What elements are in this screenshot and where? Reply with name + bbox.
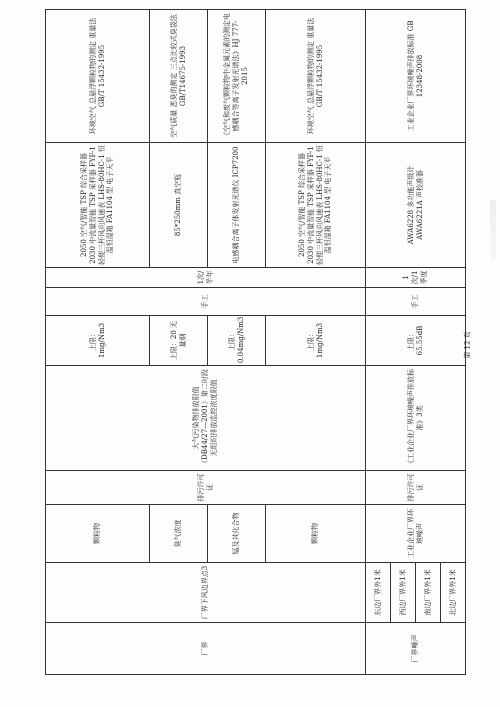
analysis-method-cell: 空气质量 恶臭的测定 三点比较式臭袋法 GB/T14675-1993 bbox=[150, 10, 208, 143]
instrument-cell: 电感耦合离子体发射光谱仪 ICP7200 bbox=[208, 143, 266, 268]
monitoring-table bbox=[45, 9, 466, 675]
rotated-monitoring-table-wrapper bbox=[45, 10, 465, 675]
point-cell: 南边厂界外1米 bbox=[416, 563, 441, 623]
instrument-cell: 85*250mm 真空瓶 bbox=[150, 143, 208, 268]
analysis-method-cell: 环境空气 总悬浮颗粒物的测定 重量法 GB/T 15432-1995 bbox=[266, 10, 366, 143]
frequency-cell: 1次/半年 bbox=[46, 268, 366, 288]
basis-cell: 排污许可证 bbox=[366, 471, 466, 505]
table-row bbox=[46, 10, 150, 675]
limit-cell: 上限：20 无量纲 bbox=[150, 316, 208, 366]
site-cell: 厂界噪声 bbox=[366, 623, 466, 675]
pollutant-cell: 颗粒物 bbox=[266, 505, 366, 563]
table-row bbox=[366, 10, 391, 675]
pollutant-cell: 锰及其化合物 bbox=[208, 505, 266, 563]
scan-edge-mark bbox=[490, 200, 496, 260]
limit-cell: 上限：65.55dB bbox=[366, 316, 466, 366]
point-cell: 北边厂界外1米 bbox=[441, 563, 466, 623]
limit-cell: 上限：0.04mg/Nm3 bbox=[208, 316, 266, 366]
point-cell: 东边厂界外1米 bbox=[366, 563, 391, 623]
method-cell: 手工 bbox=[366, 288, 466, 316]
pollutant-cell: 臭气浓度 bbox=[150, 505, 208, 563]
analysis-method-cell: 工业企业厂界环境噪声排放标准 GB 12348-2008 bbox=[366, 10, 466, 143]
pollutant-cell: 颗粒物 bbox=[46, 505, 150, 563]
analysis-method-cell: 环境空气 总悬浮颗粒物的测定 重量法 GB/T 15432-1995 bbox=[46, 10, 150, 143]
point-cell: 西边厂界外1米 bbox=[391, 563, 416, 623]
limit-cell: 上限：1mg/Nm3 bbox=[266, 316, 366, 366]
frequency-cell: 1次/1季度 bbox=[366, 268, 466, 288]
limit-cell: 上限：1mg/Nm3 bbox=[46, 316, 150, 366]
instrument-cell: 2050 空气/智能 TSP 综合采样器 2030 中流量智能 TSP 采样器 FYF-1 轻便三杯风向风速表 LHS-80HC-1 恒温恒湿箱 FA1104 型 电子天平 bbox=[46, 143, 150, 268]
standard-cell: 《工业企业厂界环境噪声排放标准》3类 bbox=[366, 366, 466, 471]
page-number: 第 12 页 bbox=[463, 331, 472, 359]
site-cell: 厂界 bbox=[46, 623, 366, 675]
basis-cell: 排污许可证 bbox=[46, 471, 366, 505]
instrument-cell: AWA6228 多功能声级计 AWA6221A 声校准器 bbox=[366, 143, 466, 268]
analysis-method-cell: 《空气和废气颗粒物中金属元素的测定电感耦合等离子发射光谱法》HJ 777-2015 bbox=[208, 10, 266, 143]
pollutant-cell: 工业企业厂界环境噪声 bbox=[366, 505, 466, 563]
point-cell: 厂界下风边界点3 bbox=[46, 563, 366, 623]
method-cell: 手工 bbox=[46, 288, 366, 316]
instrument-cell: 2050 空气/智能 TSP 综合采样器 2030 中流量智能 TSP 采样器 FYF-1 轻便三杯风向风速表 LHS-80HC-1 恒温恒湿箱 FA1104 型 电子天平 bbox=[266, 143, 366, 268]
standard-cell: 大气污染物排放限值（DB44/27—2001）第二时段无组织排放监控浓度限值 bbox=[46, 366, 366, 471]
